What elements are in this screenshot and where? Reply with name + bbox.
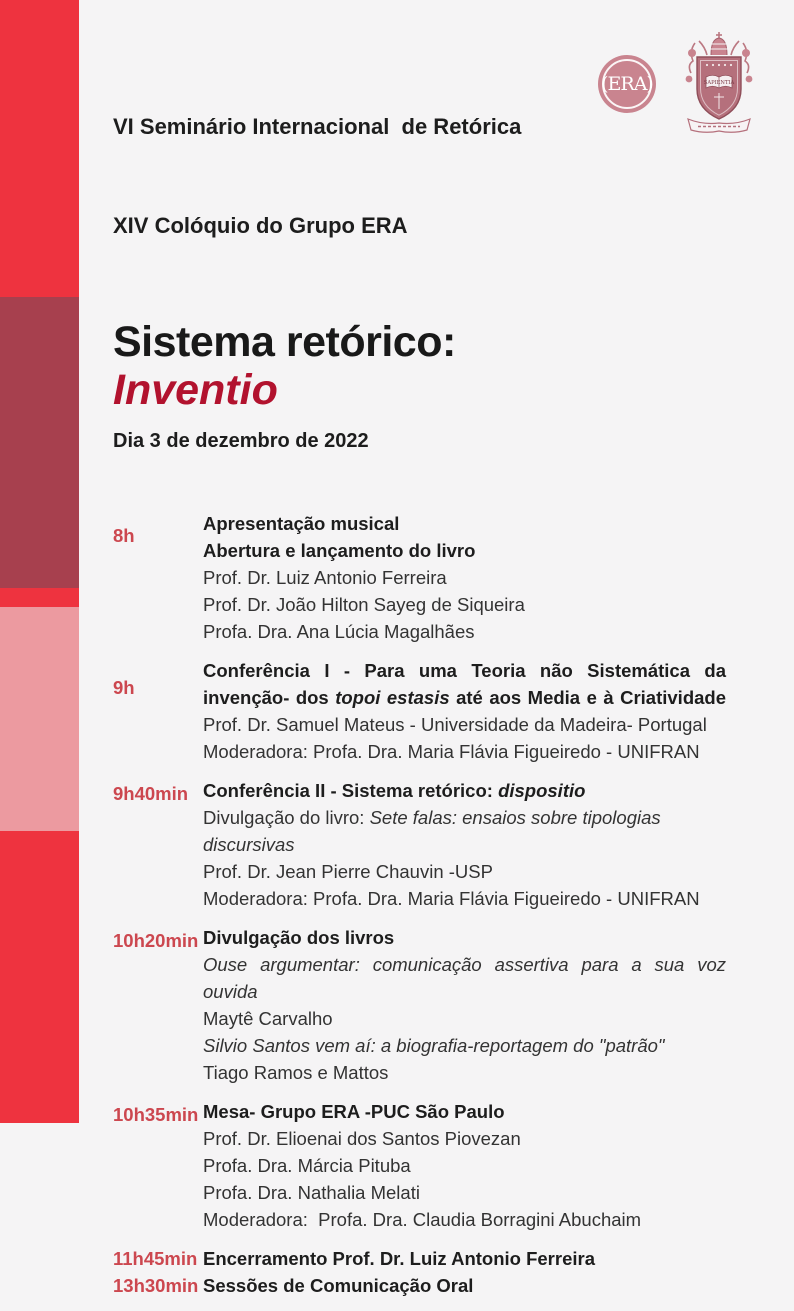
session-title: Divulgação dos livros — [203, 927, 395, 948]
speaker: Profa. Dra. Márcia Pituba — [203, 1155, 411, 1176]
block-content — [203, 1245, 726, 1299]
main-content — [113, 0, 732, 1311]
speaker: Prof. Dr. Samuel Mateus - Universidade da Madeira- Portugal — [203, 714, 707, 735]
session-title: Conferência II - Sistema retórico: dispositio — [203, 780, 586, 801]
session-title: Abertura e lançamento do livro — [203, 540, 476, 561]
block-content — [203, 657, 726, 765]
accent-segment-maroon — [0, 297, 79, 588]
time-column — [113, 1098, 203, 1233]
schedule — [113, 510, 732, 1299]
page-subtitle: Inventio — [113, 366, 278, 414]
time-label: 10h35min — [113, 1104, 199, 1125]
session-title: Conferência I - Para uma Teoria não Sistemática da invenção- dos topoi estasis até aos Media e à Criatividade — [203, 660, 726, 708]
page-title: Sistema retórico: — [113, 318, 456, 366]
time-label: 8h — [113, 525, 135, 546]
time-label: 13h30min — [113, 1275, 199, 1296]
schedule-block-9h — [113, 657, 726, 765]
book-title: Ouse argumentar: comunicação assertiva para a sua voz ouvida — [203, 954, 732, 1002]
block-content — [203, 510, 726, 645]
crest-book-text: SAPIENTIA — [703, 80, 735, 86]
speaker: Profa. Dra. Ana Lúcia Magalhães — [203, 621, 475, 642]
time-label: 9h — [113, 677, 135, 698]
session-title: Mesa- Grupo ERA -PUC São Paulo — [203, 1101, 505, 1122]
time-column — [113, 777, 203, 912]
session-title: Sessões de Comunicação Oral — [203, 1275, 474, 1296]
accent-segment-red-thin — [0, 588, 79, 607]
schedule-block-10h35 — [113, 1098, 726, 1233]
event-name-line1: VI Seminário Internacional de Retórica — [113, 114, 522, 139]
accent-segment-red-bottom — [0, 831, 79, 1123]
speaker: Profa. Dra. Nathalia Melati — [203, 1182, 420, 1203]
event-date: Dia 3 de dezembro de 2022 — [113, 430, 369, 452]
accent-segment-pink — [0, 607, 79, 831]
event-name — [113, 0, 726, 308]
header — [113, 0, 726, 453]
book-announcement: Divulgação do livro: Sete falas: ensaios sobre tipologias discursivas — [203, 807, 666, 855]
time-column — [113, 924, 203, 1086]
event-name-line2: XIV Colóquio do Grupo ERA — [113, 213, 408, 238]
speaker: Prof. Dr. João Hilton Sayeg de Siqueira — [203, 594, 525, 615]
time-column — [113, 510, 203, 645]
block-content — [203, 1098, 726, 1233]
era-logo-text: (ERA) — [601, 73, 653, 95]
moderator: Moderadora: Profa. Dra. Maria Flávia Figueiredo - UNIFRAN — [203, 888, 700, 909]
speaker: Prof. Dr. Elioenai dos Santos Piovezan — [203, 1128, 521, 1149]
session-title: Encerramento Prof. Dr. Luiz Antonio Ferreira — [203, 1248, 595, 1269]
moderator: Moderadora: Profa. Dra. Maria Flávia Figueiredo - UNIFRAN — [203, 741, 700, 762]
block-content — [203, 777, 726, 912]
book-title: Silvio Santos vem aí: a biografia-reportagem do "patrão" — [203, 1035, 665, 1056]
schedule-block-9h40 — [113, 777, 726, 912]
session-title: Apresentação musical — [203, 513, 400, 534]
schedule-block-8h — [113, 510, 726, 645]
time-label: 10h20min — [113, 930, 199, 951]
author: Tiago Ramos e Mattos — [203, 1062, 389, 1083]
speaker: Prof. Dr. Jean Pierre Chauvin -USP — [203, 861, 493, 882]
time-column — [113, 657, 203, 765]
schedule-block-10h20 — [113, 924, 732, 1086]
left-accent-bar — [0, 0, 79, 1123]
moderator: Moderadora: Profa. Dra. Claudia Borragini Abuchaim — [203, 1209, 642, 1230]
block-content — [203, 924, 732, 1086]
time-label: 11h45min — [113, 1248, 198, 1269]
accent-segment-red-top — [0, 0, 79, 297]
speaker: Prof. Dr. Luiz Antonio Ferreira — [203, 567, 447, 588]
time-column — [113, 1245, 203, 1299]
time-label: 9h40min — [113, 783, 189, 804]
schedule-block-closing — [113, 1245, 726, 1299]
author: Maytê Carvalho — [203, 1008, 333, 1029]
